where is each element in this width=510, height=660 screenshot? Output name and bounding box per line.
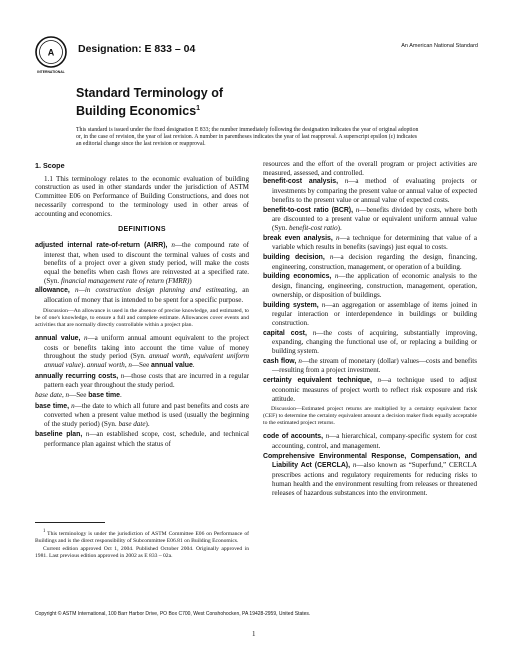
- footnotes: [35, 528, 249, 561]
- national-standard-label: An American National Standard: [401, 43, 478, 49]
- definition-bcr: benefit-to-cost ratio (BCR), n—benefits divided by costs, where both are discounted to a present value or equivalent uniform annual value (Syn. benefit-cost ratio).: [263, 205, 477, 232]
- definition-cercla: Comprehensive Environmental Response, Compensation, and Liability Act (CERCLA), n—also known as “Superfund,” CERCLA prescribes actions and regulatory requirements for reducing risks to human health and the environment resulting from releases or threatened releases of hazardous substances into the environment.: [263, 452, 477, 497]
- footnote-2: Current edition approved Oct 1, 2004. Published October 2004. Originally approved in 1981. Last previous edition approved in 2002 as E 833 – 02a.: [35, 545, 249, 559]
- right-column: [263, 160, 477, 498]
- left-column: [35, 160, 249, 449]
- page-number: 1: [252, 630, 256, 638]
- designation: Designation: E 833 – 04: [78, 43, 196, 55]
- copyright-notice: Copyright © ASTM International, 100 Barr Harbor Drive, PO Box C700, West Conshohocken, PA 19428-2959, United States.: [35, 611, 311, 617]
- definition-building-system: building system, n—an aggregation or assemblage of items joined in regular interaction or interdependence in buildings or building construction.: [263, 300, 478, 327]
- title-line-1: Standard Terminology of: [76, 86, 223, 100]
- definition-annual-value: annual value, n—a uniform annual amount equivalent to the project costs or benefits taking into account the time value of money throughout the study period (Syn. annual worth, equivalent uniform annual value). annual worth, n—See annual value.: [35, 333, 249, 369]
- definition-code-of-accounts: code of accounts, n—a hierarchical, company-specific system for cost accounting, control, and management.: [263, 432, 477, 450]
- definition-benefit-cost-analysis: benefit-cost analysis, n—a method of evaluating projects or investments by comparing the present value or annual value of expected benefits to the present value or annual value of expected costs.: [263, 177, 477, 204]
- definition-base-date: base date, n—See base time.: [35, 391, 122, 400]
- definition-allowance: allowance, n—in construction design planning and estimating, an allocation of money that is intended to be spent for a specific purpose.: [35, 286, 249, 305]
- definitions-heading: DEFINITIONS: [118, 226, 166, 234]
- discussion-certainty-equivalent: Discussion—Estimated project returns are multiplied by a certainty equivalent factor (CEF) to determine the certainty equivalent amount a decision maker finds equally acceptable to the estimated project returns.: [263, 406, 478, 427]
- svg-text:A: A: [47, 47, 55, 58]
- definition-break-even-analysis: break even analysis, n—a technique for determining that value of a variable which results in benefits (savings) just equal to costs.: [263, 233, 477, 252]
- footnote-1: $^1$ This terminology is under the jurisdiction of ASTM Committee E06 on Performance of Buildings and is the direct responsibility of Subcommittee E06.81 on Building Economics.: [35, 529, 249, 544]
- definition-certainty-equivalent-technique: certainty equivalent technique, n—a technique used to adjust economic measures of project worth to reflect risk exposure and risk attitude.: [263, 376, 477, 403]
- footnote-rule: [35, 522, 105, 523]
- definition-building-economics: building economics, n—the application of economic analysis to the design, financing, engineering, construction, management, operation, ownership, or disposition of buildings.: [263, 272, 477, 299]
- definition-building-decision: building decision, n—a decision regarding the design, financing, engineering, construction, management, or operation of a building.: [263, 253, 477, 271]
- scope-paragraph: 1.1 This terminology relates to the economic evaluation of building construction as used in other standards under the jurisdiction of ASTM Committee E06 on Performance of Building Constructions, and does not necessarily correspond to the terminology used in other areas of accounting and economics.: [35, 174, 249, 218]
- issuance-note: This standard is issued under the fixed designation E 833; the number immediately following the designation indicates the year of original adoption or, in the case of revision, the year of last revision. A number in parentheses indicates the year of last reapproval. A superscript epsilon (ε) indicates an editorial change since the last revision or reapproval.: [76, 127, 419, 148]
- definition-capital-cost: capital cost, n—the costs of acquiring, substantially improving, expanding, changing the functional use of, or replacing a building or building system.: [263, 328, 477, 356]
- discussion-allowance: Discussion—An allowance is used in the absence of precise knowledge, and estimated, to be of one's knowledge, to ensure a full and complete estimate. Allowances cover events and activities that are normally directly controllable within a project plan.: [35, 307, 249, 328]
- astm-logo: [34, 35, 68, 75]
- definition-airr: adjusted internal rate-of-return (AIRR), n—the compound rate of interest that, when used to discount the terminal values of costs and benefits of a project over a given study period, will make the costs equal the benefits when cash flows are reinvested at a specified rate. (Syn. financial management rate of return (FMRR)): [35, 240, 249, 285]
- title-line-2: Building Economics$^1$: [76, 104, 201, 119]
- definition-base-time: base time, n—the date to which all future and past benefits and costs are converted when a present value method is used (usually the beginning of the study period) (Syn. base date).: [35, 401, 250, 429]
- definition-annually-recurring-costs: annually recurring costs, n—those costs that are incurred in a regular pattern each year throughout the study period.: [35, 371, 250, 390]
- document-title: [76, 86, 223, 119]
- definition-cash-flow: cash flow, n—the stream of monetary (dollar) values—costs and benefits—resulting from a project investment.: [263, 356, 477, 375]
- definition-baseline-plan: baseline plan, n—an established scope, cost, schedule, and technical performance plan against which the status of: [35, 429, 250, 448]
- svg-text:INTERNATIONAL: INTERNATIONAL: [37, 70, 65, 74]
- baseline-plan-continuation: resources and the effort of the overall program or project activities are measured, assessed, and controlled.: [263, 160, 477, 177]
- scope-heading: 1. Scope: [35, 161, 65, 170]
